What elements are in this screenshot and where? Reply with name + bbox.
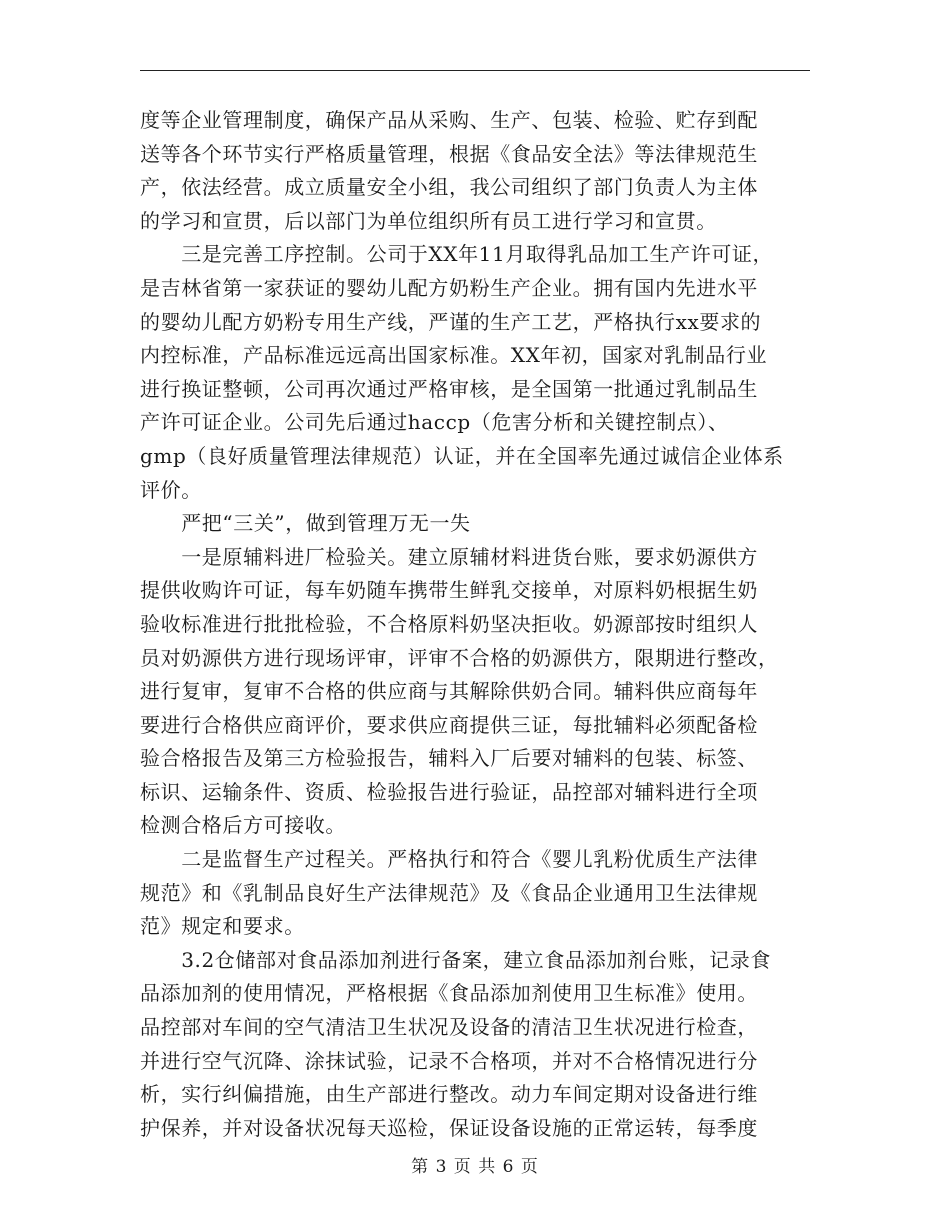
text-line: 规范》和《乳制品良好生产法律规范》及《食品企业通用卫生法律规 [140, 880, 758, 905]
text-line: 产，依法经营。成立质量安全小组，我公司组织了部门负责人为主体 [140, 175, 758, 200]
text-line: 产许可证企业。公司先后通过haccp（危害分析和关键控制点）、 [140, 410, 729, 435]
text-line: 护保养，并对设备状况每天巡检，保证设备设施的正常运转，每季度 [140, 1115, 758, 1140]
text-line: 严把“三关”，做到管理万无一失 [140, 511, 471, 536]
text-line: 二是监督生产过程关。严格执行和符合《婴儿乳粉优质生产法律 [140, 847, 758, 872]
text-line: 一是原辅料进厂检验关。建立原辅材料进货台账，要求奶源供方 [140, 544, 758, 569]
text-line: 检测合格后方可接收。 [140, 813, 346, 838]
text-line: 员对奶源供方进行现场评审，评审不合格的奶源供方，限期进行整改， [140, 645, 779, 670]
text-line: 验收标准进行批批检验，不合格原料奶坚决拒收。奶源部按时组织人 [140, 611, 758, 636]
text-line: 送等各个环节实行严格质量管理，根据《食品安全法》等法律规范生 [140, 141, 758, 166]
text-line: 提供收购许可证，每车奶随车携带生鲜乳交接单，对原料奶根据生奶 [140, 578, 758, 603]
text-line: 内控标准，产品标准远远高出国家标准。XX年初，国家对乳制品行业 [140, 343, 768, 368]
text-line: 是吉林省第一家获证的婴幼儿配方奶粉生产企业。拥有国内先进水平 [140, 275, 758, 300]
header-rule [140, 70, 810, 71]
text-line: 要进行合格供应商评价，要求供应商提供三证，每批辅料必须配备检 [140, 712, 758, 737]
text-line: 品控部对车间的空气清洁卫生状况及设备的清洁卫生状况进行检查， [140, 1015, 758, 1040]
text-line: 3.2仓储部对食品添加剂进行备案，建立食品添加剂台账，记录食 [140, 947, 772, 972]
text-line: 度等企业管理制度，确保产品从采购、生产、包装、检验、贮存到配 [140, 108, 758, 132]
text-line: 评价。 [140, 477, 202, 502]
text-line: 标识、运输条件、资质、检验报告进行验证，品控部对辅料进行全项 [140, 779, 758, 804]
text-line: 范》规定和要求。 [140, 914, 305, 939]
text-line: 进行复审，复审不合格的供应商与其解除供奶合同。辅料供应商每年 [140, 679, 758, 704]
text-line: 三是完善工序控制。公司于XX年11月取得乳品加工生产许可证， [140, 242, 774, 267]
text-line: 的婴幼儿配方奶粉专用生产线，严谨的生产工艺，严格执行xx要求的 [140, 309, 762, 334]
text-line: 进行换证整顿，公司再次通过严格审核，是全国第一批通过乳制品生 [140, 376, 758, 401]
text-line: 的学习和宣贯，后以部门为单位组织所有员工进行学习和宣贯。 [140, 208, 717, 233]
text-line: 品添加剂的使用情况，严格根据《食品添加剂使用卫生标准》使用。 [140, 981, 758, 1006]
text-line: gmp（良好质量管理法律规范）认证，并在全国率先通过诚信企业体系 [140, 443, 784, 468]
page-number: 第 3 页 共 6 页 [411, 1157, 539, 1177]
document-body [140, 104, 816, 1145]
text-line: 析，实行纠偏措施，由生产部进行整改。动力车间定期对设备进行维 [140, 1082, 758, 1107]
text-line: 并进行空气沉降、涂抹试验，记录不合格项，并对不合格情况进行分 [140, 1048, 758, 1073]
text-line: 验合格报告及第三方检验报告，辅料入厂后要对辅料的包装、标签、 [140, 746, 758, 771]
